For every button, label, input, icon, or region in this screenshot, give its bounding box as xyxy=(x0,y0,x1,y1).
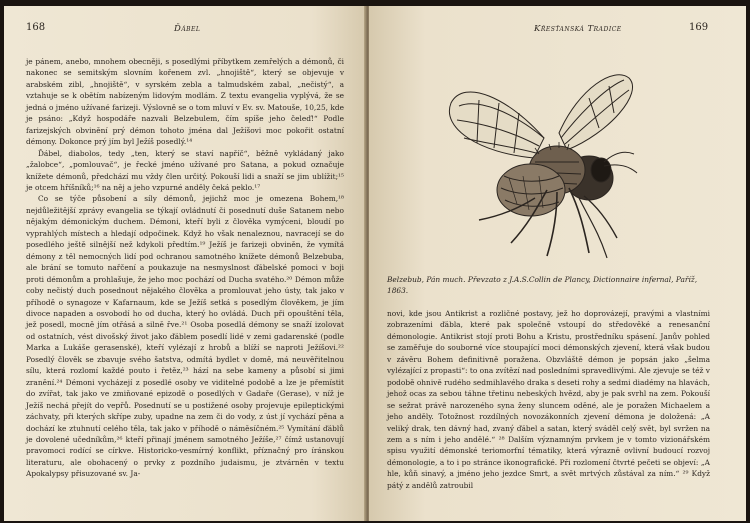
paragraph: je pánem, anebo, mnohem obecněji, s posedlými příbytkem zemřelých a démonů, či nakonec se semitským slovním kořenem zvl. „hnojiště“, který se objevuje v arabském zibl, „hnojiště“, v syrském zebla a talmudském zabal, „nečistý“, a vztahuje se k obětím nabízeným lidovým modlám. Z textu evangelia vyplývá, že se jedná o jméno užívané farizeji. Výslovně se o tom mluví v Ev. sv. Matouše, 10,25, kde je psáno: „Když hospodáře nazvali Belzebulem, čím spíše jeho čeleď!“ Podle farizejských obvinění prý démon tohoto jména dal Ježíšovi moc pokořit ostatní démony. Dokonce prý jím byl Ježíš posedlý.¹⁴ xyxy=(26,57,344,147)
paragraph: novi, kde jsou Antikrist a rozličné postavy, jež ho doprovázejí, pravými a vlastními zobrazeními ďábla, které pak společně vstoupí do středověké a renesanční démonologie. Antikrist stojí proti Bohu a Kristu, prostředníku spásení. Janův pohled se zaměřuje do souborné více stoupající moci démonských zjevení, která však budou v závěru Bohem definitivně poražena. Obzvláště démon je popsán jako „šelma vylézající z propasti“: to ona zvítězí nad posledními spravedlivými. Ale zjevuje se též v podobě ohnivě rudého sedmihlavého draka s deseti rohy a sedmi diadémy na hlavách, jehož ocas za sebou táhne třetinu nebeských hvězd, aby je pak svrhl na zem. Pokouší se sežrat právě narozeného syna ženy sluncem oděné, ale je poražen Michaelem a jeho anděly. Totožnost rozdílných novozákonních zjevení démona je doložená: „A veliký drak, ten dávný had, zvaný ďábel a satan, který sváděl celý svět, byl svržen na zem a s ním i jeho andělé.“ ²⁸ Dalším významným prvkem je v tomto vizionářském spisu využití démonské teriomorfní tématiky, která výrazně ovlivní budoucí rozvoj démonologie, a to i po stránce ikonografické. Při rozlomení čtvrté pečeti se objeví: „A hle, kůň sinavý, a jméno jeho jezdce Smrt, a svět mrtvých zůstával za ním.“ ²⁹ Když pátý z andělů zatroubil xyxy=(387,309,710,490)
left-page-body xyxy=(26,56,344,480)
running-head-right: Křesťanská Tradice xyxy=(534,24,622,34)
paragraph: Co se týče působení a síly démonů, jejichž moc je omezena Bohem,¹⁸ nejdůležitější zprávy evangelia se týkají ovládnutí či posednutí duše Satanem nebo nějakým démonickým duchem. Démoni, kteří byli z člověka vymýceni, bloudí po vyprahlých místech a hledají odpočinek. Když ho však nenaleznou, navracejí se do posedlého ještě silnější než kdykoli předtím.¹⁹ Ježíš je farizeji obviněn, že vymítá démony z těl nemocných lidí pod ochranou samotného knížete démonů Belzebuba, ale brání se tomuto nařčení a poukazuje na nesmyslnost ďábelské pomoci v boji proti démonům a prohlašuje, že jeho moc pochází od Ducha svatého.²⁰ Démon může coby nečistý duch posednout nějakého člověka a promlouvat jeho ústy, tak jako v příhodě o synagoze v Kafarnaum, kde se Ježíš setká s posedlým člověkem, je jím divoce napaden a osvobodí ho od ducha, který ho ovládá. Duch při opouštění těla, jež posedl, mocně jím otřásá a silně řve.²¹ Osoba posedlá démony se snaží izolovat od ostatních, vést divošský život jako ďáblem posedlí lidé v zemi gadarenské (podle Marka a Lukáše gerasenské), kteří vylézají z hrobů a blíží se naproti Ježíšovi.²² Posedlý člověk se zbavuje svého šatstva, odmítá bydlet v domě, má neuvěřitelnou sílu, která rozlomí každé pouto i řetěz,²³ hází na sebe kameny a působí si jimi zranění.²⁴ Démoni vycházejí z posedlé osoby ve viditelné podobě a lze je přemístit do zvířat, tak jako ve zmiňované epizodě o posedlých v Gadaře (Gerase), v níž je Ježíš nechá přejít do vepřů. Posednutí se u postižené osoby projevuje epileptickými záchvaty, při kterých skřípe zuby, upadne na zem či do vody, z úst jí vychází pěna a dochází ke ztuhnutí celého těla, tak jako v příhodě o náměsíčném.²⁵ Vymítání ďáblů je dovolené učedníkům,²⁶ kteří přinají jménem samotného Ježíše,²⁷ čímž ustanovují pravomoci rodící se církve. Historicko-vesmírný konflikt, příznačný pro íránskou literaturu, ale obohacený o prvky z pozdního judaismu, je ztvárněn v textu Apokalypsy přisuzované sv. Ja- xyxy=(26,194,344,479)
running-head-left: Ďábel xyxy=(174,24,201,34)
page-number-left: 168 xyxy=(26,22,46,33)
fly-engraving-icon xyxy=(439,58,669,266)
page-number-right: 169 xyxy=(689,22,709,33)
right-page-body xyxy=(387,308,710,491)
left-page xyxy=(4,6,366,521)
paragraph: Ďábel, diabolos, tedy „ten, který se staví napříč“, běžně vykládaný jako „žalobce“, „pomlouvač“, je řecké jméno užívané pro Satana, a pokud označuje knížete démonů, předchází mu vždy člen určitý. Pokouší lidi a snaží se jim ublížit;¹⁵ je otcem hříšníků;¹⁶ na něj a jeho vzpurné anděly čeká peklo.¹⁷ xyxy=(26,148,344,192)
figure-caption: Belzebub, Pán much. Převzato z J.A.S.Collin de Plancy, Dictionnaire infernal, Paříž, 1863. xyxy=(387,275,698,295)
right-page xyxy=(369,6,746,521)
